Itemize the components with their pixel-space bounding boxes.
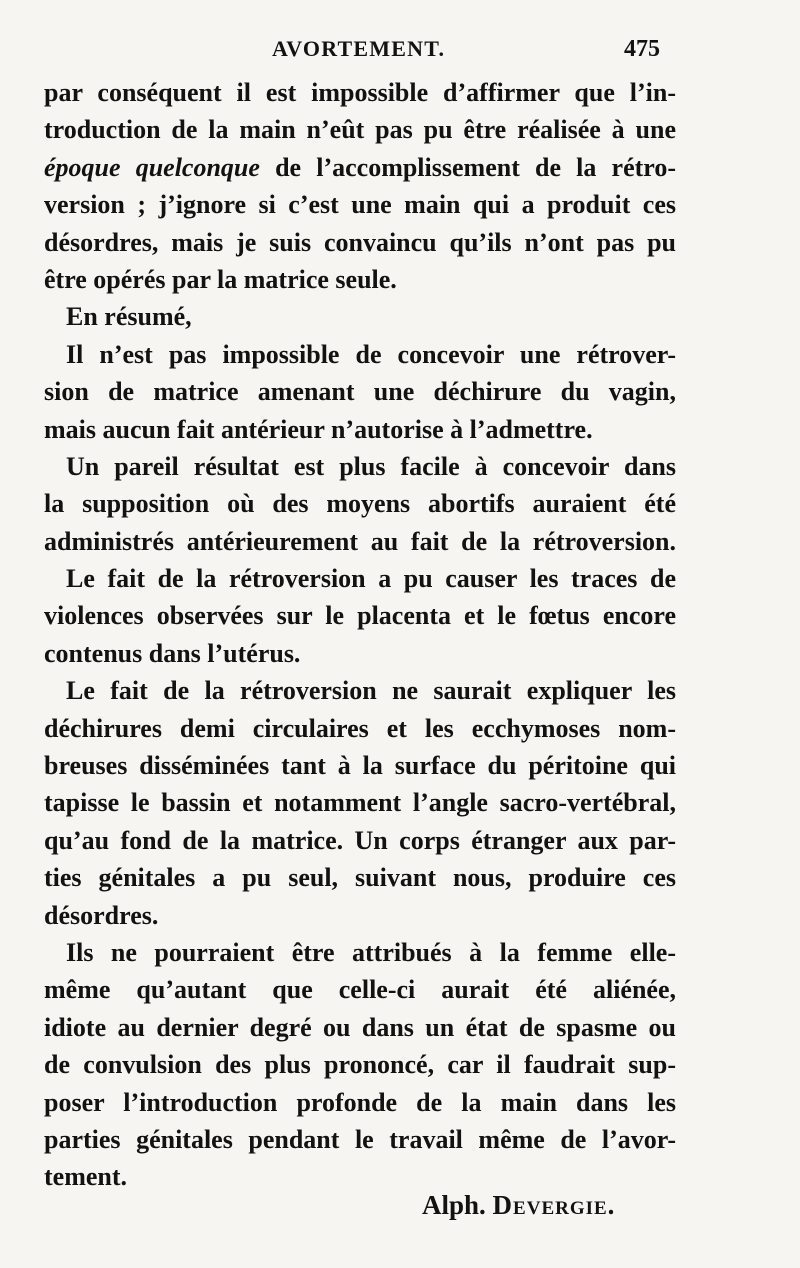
text-line: désordres. bbox=[44, 900, 159, 930]
text-line: même qu’autant que celle-ci aurait été aliénée, bbox=[44, 975, 676, 1005]
text-line: contenus dans l’utérus. bbox=[44, 638, 301, 668]
text-line: la supposition où des moyens abortifs auraient été bbox=[44, 489, 676, 519]
text-line: Ils ne pourraient être attribués à la femme elle- bbox=[66, 937, 676, 967]
text-line: déchirures demi circulaires et les ecchymoses nom- bbox=[44, 713, 676, 743]
body-text bbox=[44, 74, 676, 1196]
text-line: désordres, mais je suis convaincu qu’ils n’ont pas pu bbox=[44, 227, 676, 257]
text-line: idiote au dernier degré ou dans un état de spasme ou bbox=[44, 1012, 676, 1042]
text-line: par conséquent il est impossible d’affirmer que l’in- bbox=[44, 78, 676, 107]
text-line: être opérés par la matrice seule. bbox=[44, 264, 397, 294]
text-line: Un pareil résultat est plus facile à concevoir dans bbox=[66, 451, 676, 481]
text-line: troduction de la main n’eût pas pu être réalisée à une bbox=[44, 115, 676, 145]
text-line: administrés antérieurement au fait de la rétroversion. bbox=[44, 526, 676, 556]
page-header bbox=[0, 30, 800, 70]
italic-phrase: époque quelconque bbox=[44, 152, 260, 182]
text-line: version ; j’ignore si c’est une main qui a produit ces bbox=[44, 190, 676, 220]
text-line: ties génitales a pu seul, suivant nous, produire ces bbox=[44, 863, 676, 893]
text-line bbox=[44, 149, 676, 186]
text-line: Le fait de la rétroversion ne saurait expliquer les bbox=[66, 676, 676, 706]
text-line: violences observées sur le placenta et le fœtus encore bbox=[44, 601, 676, 631]
text-line: qu’au fond de la matrice. Un corps étranger aux par- bbox=[44, 825, 676, 855]
author-signature bbox=[422, 1190, 615, 1221]
text-line-rest: de l’accomplissement de la rétro- bbox=[259, 152, 677, 182]
text-line: tement. bbox=[44, 1162, 128, 1192]
author-first-name: Alph. bbox=[422, 1190, 493, 1220]
text-line: breuses disséminées tant à la surface du péritoine qui bbox=[44, 751, 676, 781]
text-line: parties génitales pendant le travail même de l’avor- bbox=[44, 1124, 676, 1154]
text-line: poser l’introduction profonde de la main dans les bbox=[44, 1087, 676, 1117]
text-line: Le fait de la rétroversion a pu causer les traces de bbox=[66, 564, 676, 594]
text-line: sion de matrice amenant une déchirure du vagin, bbox=[44, 377, 676, 407]
text-line: Il n’est pas impossible de concevoir une rétrover- bbox=[66, 339, 676, 369]
author-last-name: Devergie. bbox=[492, 1190, 616, 1220]
text-line: tapisse le bassin et notamment l’angle sacro-vertébral, bbox=[44, 788, 676, 818]
text-line: En résumé, bbox=[66, 302, 192, 332]
running-head: AVORTEMENT. bbox=[272, 36, 446, 61]
text-line: mais aucun fait antérieur n’autorise à l’admettre. bbox=[44, 414, 593, 444]
page-number: 475 bbox=[624, 36, 660, 62]
text-line: de convulsion des plus prononcé, car il faudrait sup- bbox=[44, 1050, 676, 1080]
